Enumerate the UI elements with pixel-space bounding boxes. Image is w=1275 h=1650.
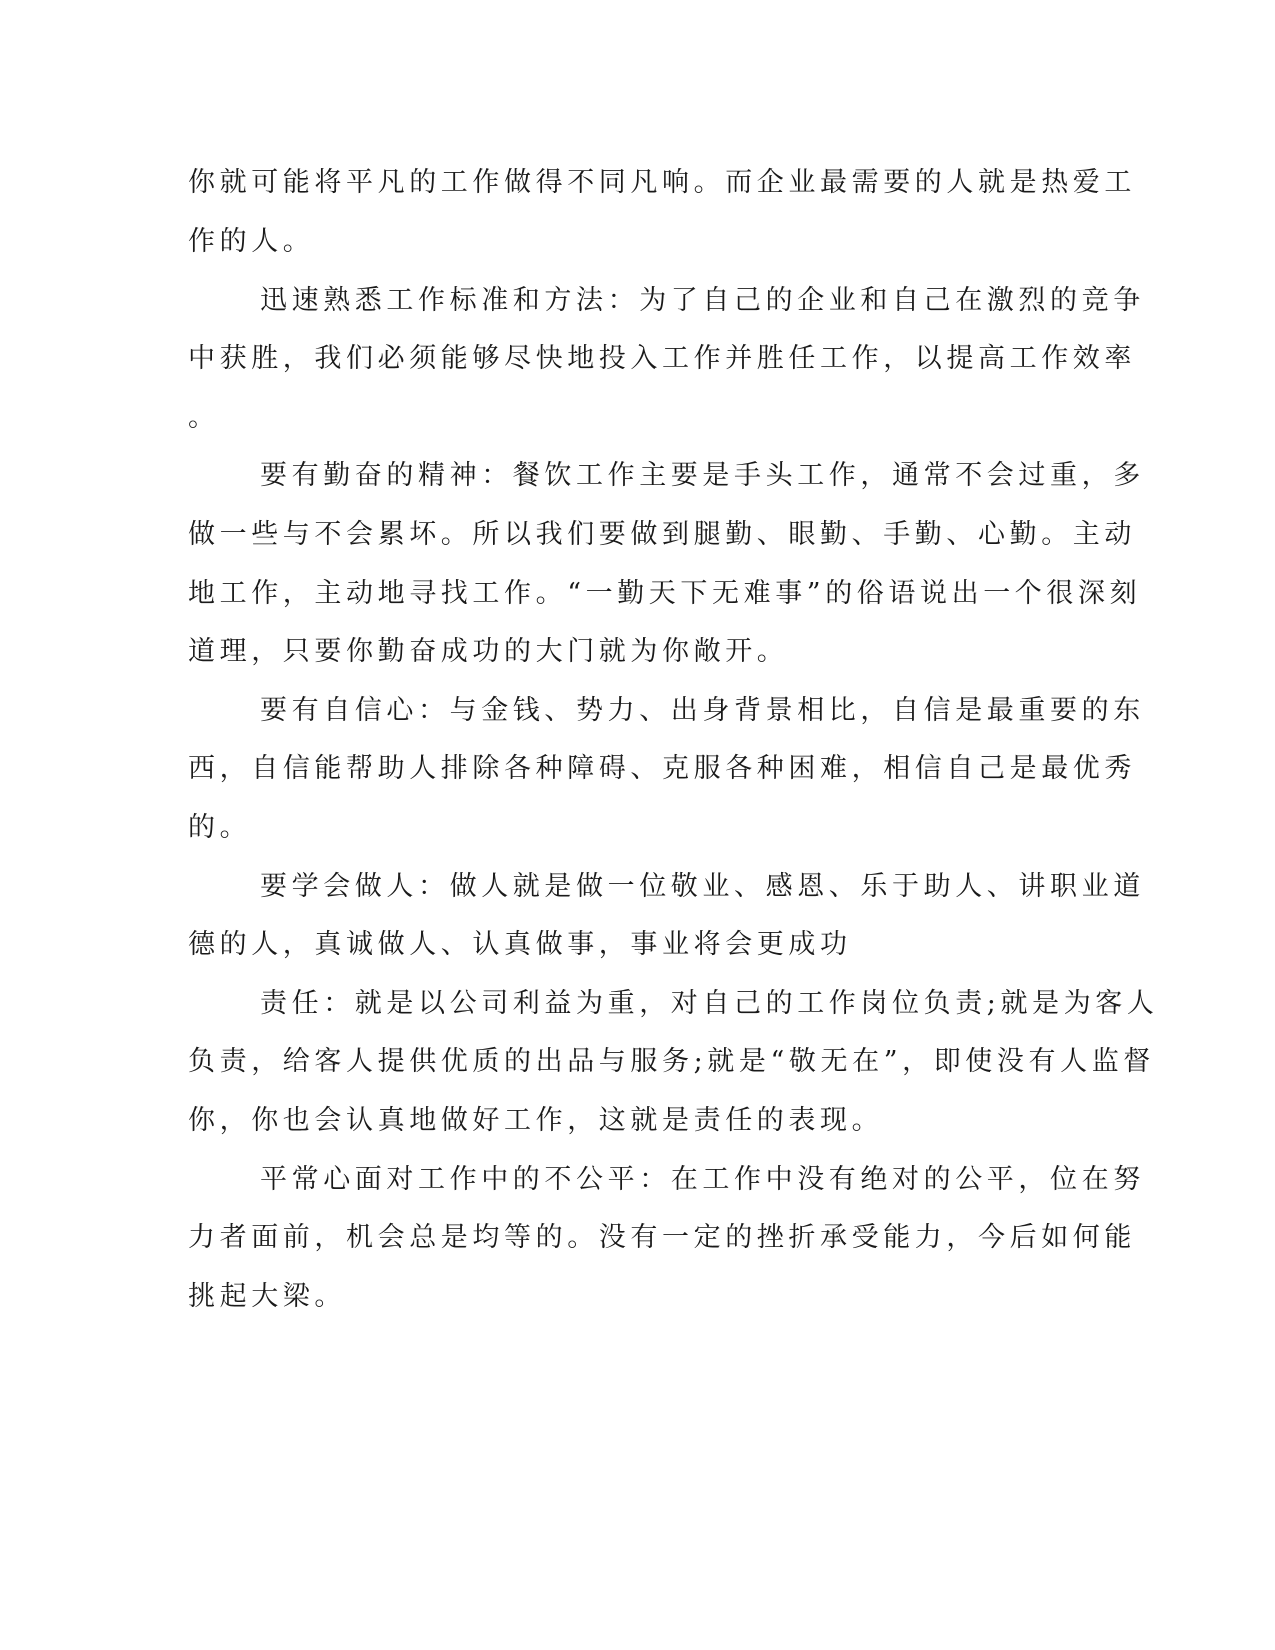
text-line: 的。 [188, 812, 252, 843]
paragraph-start-line: 平常心面对工作中的不公平：在工作中没有绝对的公平，位在努 [260, 1164, 1145, 1195]
paragraph-start-line: 要有勤奋的精神：餐饮工作主要是手头工作，通常不会过重，多 [260, 460, 1145, 491]
text-line: 中获胜，我们必须能够尽快地投入工作并胜任工作，以提高工作效率 [188, 343, 1136, 374]
text-line: 你，你也会认真地做好工作，这就是责任的表现。 [188, 1105, 884, 1136]
text-line: 负责，给客人提供优质的出品与服务;就是“敬无在”，即使没有人监督 [188, 1046, 1155, 1077]
text-line: 地工作，主动地寻找工作。“一勤天下无难事”的俗语说出一个很深刻 [188, 578, 1142, 609]
paragraph-start-line: 要学会做人：做人就是做一位敬业、感恩、乐于助人、讲职业道 [260, 871, 1145, 902]
text-line: 你就可能将平凡的工作做得不同凡响。而企业最需要的人就是热爱工 [188, 167, 1136, 198]
text-line: 力者面前，机会总是均等的。没有一定的挫折承受能力，今后如何能 [188, 1222, 1136, 1253]
paragraph-start-line: 迅速熟悉工作标准和方法：为了自己的企业和自己在激烈的竞争 [260, 285, 1145, 316]
text-line: 道理，只要你勤奋成功的大门就为你敞开。 [188, 636, 789, 667]
text-line: 作的人。 [188, 226, 315, 257]
text-line: 挑起大梁。 [188, 1281, 346, 1312]
text-line: 西，自信能帮助人排除各种障碍、克服各种困难，相信自己是最优秀 [188, 753, 1136, 784]
text-line: 。 [188, 402, 220, 433]
text-line: 德的人，真诚做人、认真做事，事业将会更成功 [188, 929, 852, 960]
paragraph-start-line: 要有自信心：与金钱、势力、出身背景相比，自信是最重要的东 [260, 695, 1145, 726]
paragraph-start-line: 责任：就是以公司利益为重，对自己的工作岗位负责;就是为客人 [260, 988, 1159, 1019]
text-line: 做一些与不会累坏。所以我们要做到腿勤、眼勤、手勤、心勤。主动 [188, 519, 1136, 550]
